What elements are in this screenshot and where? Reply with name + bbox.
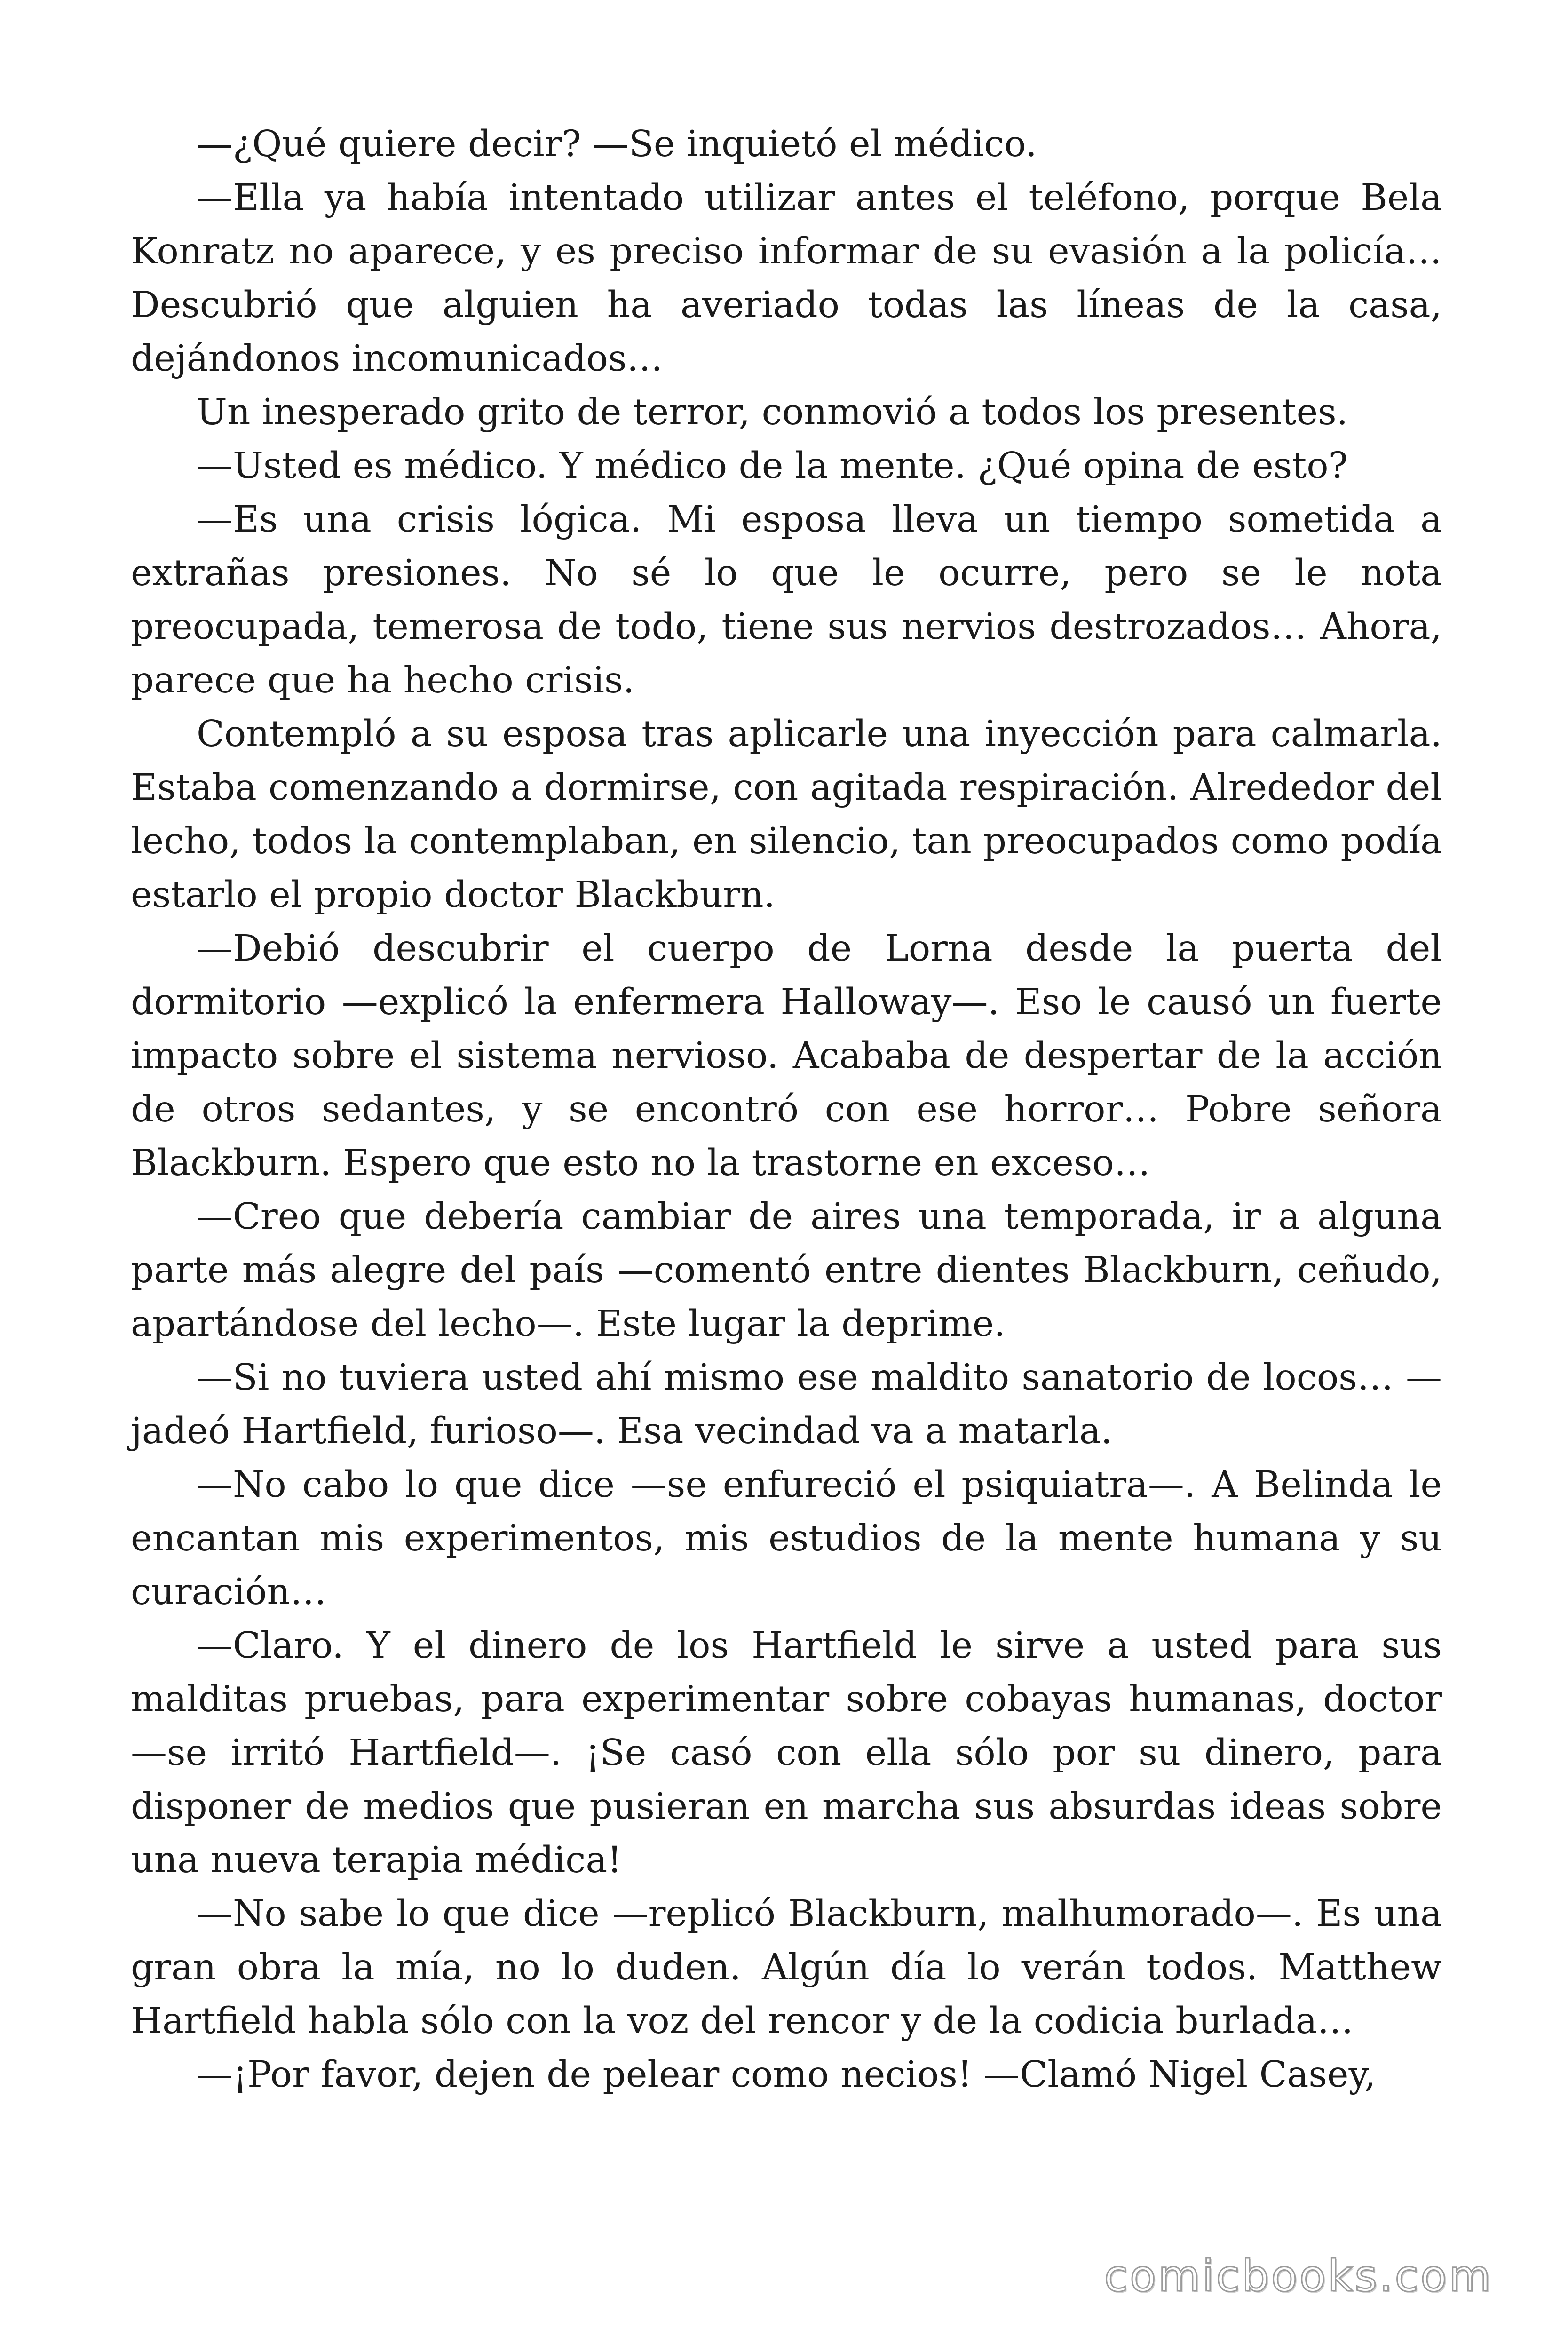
- paragraph: —No sabe lo que dice —replicó Blackburn, malhumorado—. Es una gran obra la mía, no lo duden. Algún día lo verán todos. Matthew Hartfield habla sólo con la voz del rencor y de la codicia burlada…: [131, 1893, 1442, 2042]
- paragraph: —Debió descubrir el cuerpo de Lorna desde la puerta del dormitorio —explicó la enfermera Halloway—. Eso le causó un fuerte impacto sobre el sistema nervioso. Acababa de despertar de la acción de otros sedantes, y se encontró con ese horror… Pobre señora Blackburn. Espero que esto no la trastorne en exceso…: [131, 928, 1442, 1184]
- watermark: comicbooks.com: [1104, 2251, 1493, 2301]
- page-text: [131, 118, 1442, 2102]
- paragraph: Contempló a su esposa tras aplicarle una inyección para calmarla. Estaba comenzando a dormirse, con agitada respiración. Alrededor del lecho, todos la contemplaban, en silencio, tan preocupados como podía estarlo el propio doctor Blackburn.: [131, 713, 1442, 916]
- paragraph: —Usted es médico. Y médico de la mente. ¿Qué opina de esto?: [197, 445, 1348, 487]
- paragraph: —Si no tuviera usted ahí mismo ese maldito sanatorio de locos… —jadeó Hartfield, furioso—. Esa vecindad va a matarla.: [131, 1357, 1442, 1452]
- paragraph: —Es una crisis lógica. Mi esposa lleva un tiempo sometida a extrañas presiones. No sé lo que le ocurre, pero se le nota preocupada, temerosa de todo, tiene sus nervios destrozados… Ahora, parece que ha hecho crisis.: [131, 499, 1442, 701]
- paragraph: —Ella ya había intentado utilizar antes el teléfono, porque Bela Konratz no aparece, y es preciso informar de su evasión a la policía… Descubrió que alguien ha averiado todas las líneas de la casa, dejándonos incomunicados…: [131, 177, 1442, 380]
- paragraph: Un inesperado grito de terror, conmovió a todos los presentes.: [197, 391, 1348, 433]
- paragraph: —Creo que debería cambiar de aires una temporada, ir a alguna parte más alegre del país —comentó entre dientes Blackburn, ceñudo, apartándose del lecho—. Este lugar la deprime.: [131, 1196, 1442, 1345]
- paragraph: —¿Qué quiere decir? —Se inquietó el médico.: [197, 123, 1037, 165]
- paragraph: —No cabo lo que dice —se enfureció el psiquiatra—. A Belinda le encantan mis experimentos, mis estudios de la mente humana y su curación…: [131, 1464, 1442, 1613]
- paragraph: —¡Por favor, dejen de pelear como necios! —Clamó Nigel Casey,: [197, 2054, 1376, 2096]
- paragraph: —Claro. Y el dinero de los Hartfield le sirve a usted para sus malditas pruebas, para experimentar sobre cobayas humanas, doctor —se irritó Hartfield—. ¡Se casó con ella sólo por su dinero, para disponer de medios que pusieran en marcha sus absurdas ideas sobre una nueva terapia médica!: [131, 1625, 1442, 1881]
